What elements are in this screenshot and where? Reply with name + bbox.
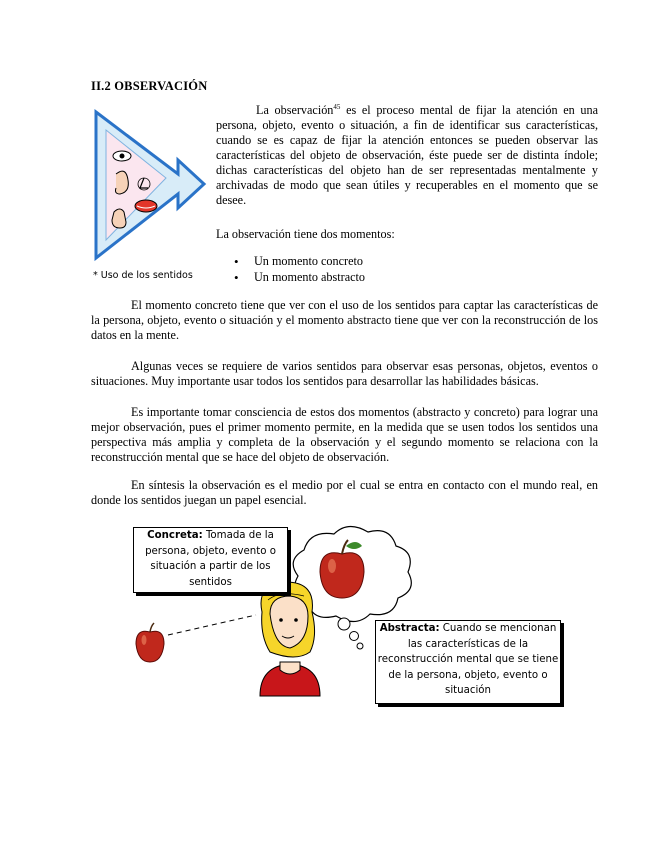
section-heading: II.2 OBSERVACIÓN	[91, 79, 208, 93]
moments-intro: La observación tiene dos momentos:	[216, 227, 395, 241]
list-item: • Un momento abstracto	[234, 270, 365, 286]
concreta-text: Tomada de la persona, objeto, evento o situación a partir de los sentidos	[145, 530, 276, 588]
abstracta-text: Cuando se mencionan las características de la reconstrucción mental que se tiene de la persona, objeto, evento o situación	[377, 623, 559, 696]
paragraph-consciousness: Es importante tomar consciencia de estos dos momentos (abstracto y concreto) para lograr una mejor observación, pues el primer momento permite, en la medida que se usen todos los sentidos una perspectiva más amplia y completa de la observación y el segundo momento se relaciona con la reconstrucción mental que se hace del objeto de observación.	[91, 405, 598, 464]
moments-list	[234, 254, 365, 286]
concreta-label: Concreta:	[147, 530, 203, 541]
footnote-ref: 45	[333, 103, 341, 111]
concreta-callout	[133, 527, 288, 593]
abstracta-label: Abstracta:	[379, 623, 440, 634]
hand-icon	[112, 209, 126, 228]
mouth-icon	[135, 200, 157, 212]
person-icon	[260, 582, 320, 696]
apple-icon	[136, 623, 164, 662]
eye-icon	[113, 151, 131, 161]
list-item: • Un momento concreto	[234, 254, 365, 270]
sight-line	[168, 615, 256, 635]
abstracta-callout	[375, 620, 561, 704]
paragraph-senses: Algunas veces se requiere de varios sentidos para observar esas personas, objetos, eventos o situaciones. Muy importante usar todos los sentidos para desarrollar las habilidades básicas.	[91, 359, 598, 388]
intro-paragraph: La observación$^{45}$ es el proceso mental de fijar la atención en una persona, objeto, evento o situación, a fin de identificar sus características, cuando se es capaz de fijar la atención entonces se pueden observar las características del objeto de observación, éste puede ser de distinta índole; dichas características del objeto han de ser representadas mentalmente y archivadas de modo que sean útiles y recuperables en el momento que se desee.	[216, 103, 598, 207]
senses-arrow-figure	[92, 108, 208, 268]
paragraph-moments: El momento concreto tiene que ver con el uso de los sentidos para captar las características de la persona, objeto, evento o situación y el momento abstracto tiene que ver con la reconstrucción de los datos en la mente.	[91, 298, 598, 342]
paragraph-synthesis: En síntesis la observación es el medio por el cual se entra en contacto con el mundo real, en donde los sentidos juegan un papel esencial.	[91, 478, 598, 507]
figure-caption: * Uso de los sentidos	[93, 270, 193, 281]
ear-icon	[116, 171, 129, 194]
